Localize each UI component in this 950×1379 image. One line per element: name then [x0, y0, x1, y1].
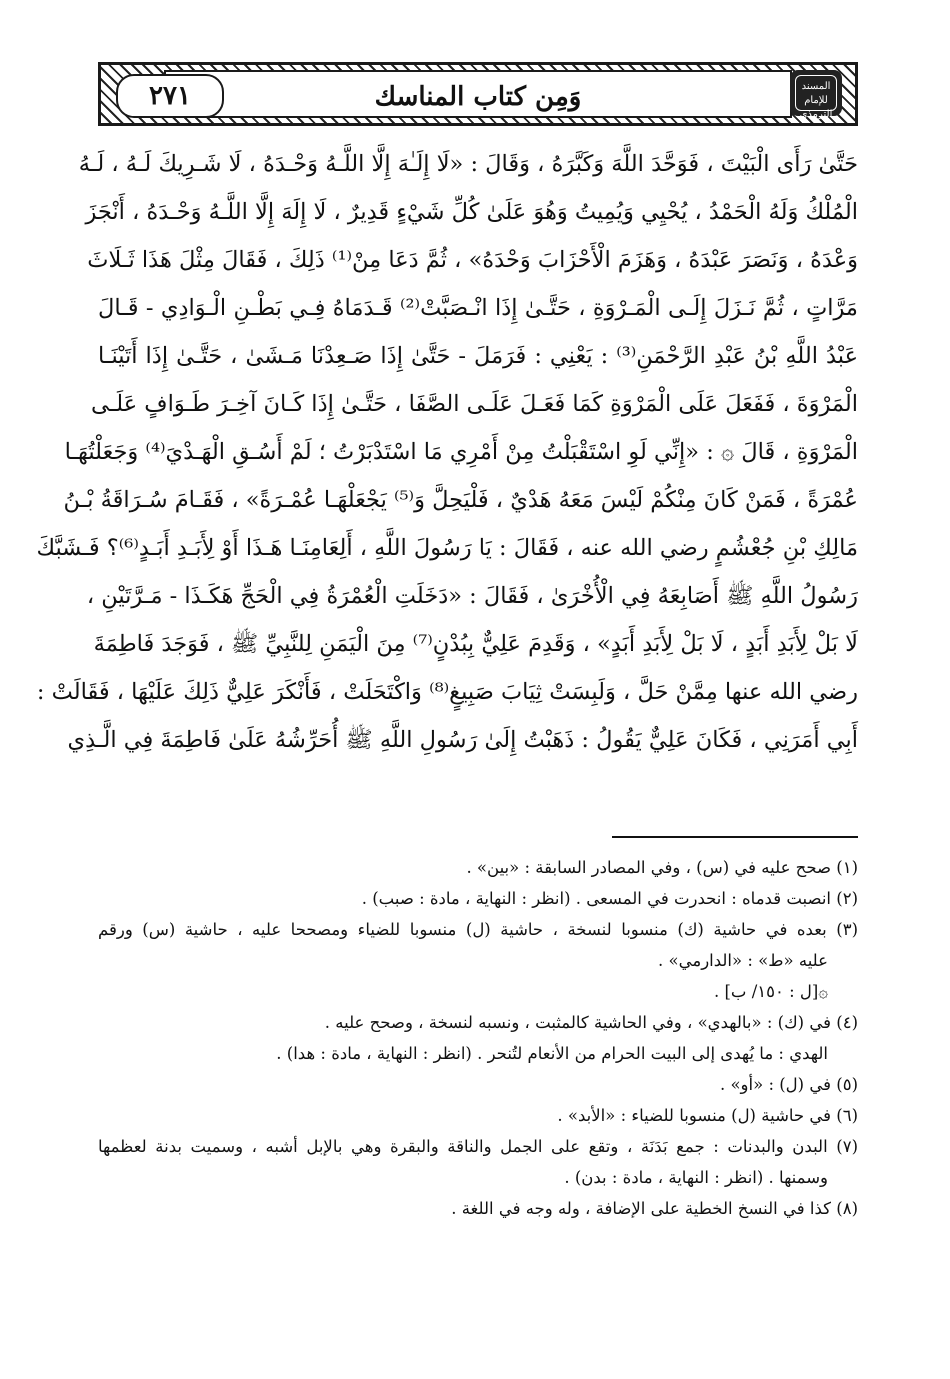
text-line: عُمْرَةً ، فَمَنْ كَانَ مِنْكُمْ لَيْسَ مَعَهُ هَدْيٌ ، فَلْيَحِلَّ وَ⁽⁵⁾ يَجْعَلْهَـا عُمْـرَةً» ، فَقَـامَ سُـرَاقَةُ بْـنُ: [63, 487, 858, 513]
footnote: (٤) في (ك) : «بالهدي» ، وفي الحاشية كالمثبت ، ونسبه لنسخة ، وصحح عليه .: [324, 1013, 858, 1032]
footnote-continuation: عليه «ط» : «الدارمي» .: [658, 951, 828, 970]
main-text: [36, 140, 859, 812]
text-line: عَبْدُ اللَّهِ بْنُ عَبْدِ الرَّحْمَنِ⁽³⁾ : يَعْنِي : فَرَمَلَ - حَتَّىٰ إِذَا صَـعِدْنَا مَـشَىٰ ، حَتَّـىٰ إِذَا أَتَيْنَـا: [98, 343, 859, 369]
book-seal-logo: [790, 70, 842, 120]
footnote: (٥) في (ل) : «أو» .: [719, 1075, 858, 1094]
header-title-panel: [164, 70, 792, 118]
text-line: أَبِي أَمَرَنِي ، فَكَانَ عَلِيٌّ يَقُولُ : ذَهَبْتُ إِلَىٰ رَسُولِ اللَّهِ ﷺ أُحَرِّشُهُ عَلَىٰ فَاطِمَةَ فِي الَّـذِي: [67, 727, 858, 753]
text-line: لَا بَلْ لِأَبَدِ أَبَدٍ ، لَا بَلْ لِأَبَدِ أَبَدٍ» ، وَقَدِمَ عَلِيٌّ بِبُدْنٍ⁽⁷⁾ مِنَ الْيَمَنِ لِلنَّبِيِّ ﷺ ، فَوَجَدَ فَاطِمَةَ: [93, 631, 858, 657]
footnote: (٦) في حاشية (ل) منسوبا للضياء : «الأبد» .: [557, 1106, 858, 1125]
manuscript-folio-marker: ۞[ل : ١٥٠/ ب] .: [713, 982, 828, 1001]
footnote-continuation: وسمنها . (انظر : النهاية ، مادة : بدن) .: [564, 1168, 828, 1187]
text-line: مَالِكِ بْنِ جُعْشُمٍ رضي الله عنه ، فَقَالَ : يَا رَسُولَ اللَّهِ ، أَلِعَامِنَـا هَـذَا أَوْ لِأَبَـدِ أَبَـدٍ⁽⁶⁾؟ فَـشَبَّكَ: [36, 535, 858, 561]
page-header: [98, 62, 858, 126]
text-line: الْمَرْوَةِ ، قَالَ ۞ : «إِنِّي لَوِ اسْتَقْبَلْتُ مِنْ أَمْرِي مَا اسْتَدْبَرْتُ ؛ لَمْ أَسُـقِ الْهَـدْيَ⁽⁴⁾ وَجَعَلْتُهَـا: [64, 439, 858, 465]
page-number: ٢٧١: [116, 74, 224, 118]
footnote: (٧) البدن والبدنات : جمع بَدَنَة ، وتقع على الجمل والناقة والبقرة وهي بالإبل أشبه ، وسميت بدنة لعظمها: [98, 1137, 858, 1156]
footnote: (٣) بعده في حاشية (ك) منسوبا لنسخة ، حاشية (ل) منسوبا للضياء ومصححا عليه ، حاشية (س) ورقم: [98, 920, 858, 939]
text-line: وَعْدَهُ ، وَنَصَرَ عَبْدَهُ ، وَهَزَمَ الْأَحْزَابَ وَحْدَهُ» ، ثُمَّ دَعَا مِنْ⁽¹⁾ ذَلِكَ ، فَقَالَ مِثْلَ هَذَا ثَـلَاثَ: [87, 247, 858, 273]
chapter-title: وَمِن كتاب المناسك: [374, 82, 582, 112]
footnote: (٢) انصبت قدماه : انحدرت في المسعى . (انظر : النهاية ، مادة : صبب) .: [361, 889, 858, 908]
footnote: (٨) كذا في النسخ الخطية على الإضافة ، وله وجه في اللغة .: [451, 1199, 858, 1218]
text-line: رضي الله عنها مِمَّنْ حَلَّ ، وَلَبِسَتْ ثِيَابَ صَبِيغٍ⁽⁸⁾ وَاكْتَحَلَتْ ، فَأَنْكَرَ عَلِيٌّ ذَلِكَ عَلَيْهَا ، فَقَالَتْ :: [36, 679, 858, 705]
text-line: الْمُلْكُ وَلَهُ الْحَمْدُ ، يُحْيِي وَيُمِيتُ وَهُوَ عَلَىٰ كُلِّ شَيْءٍ قَدِيرٌ ، لَا إِلَهَ إِلَّا اللَّـهُ وَحْـدَهُ ، أَنْجَزَ: [85, 199, 858, 225]
text-line: الْمَرْوَةَ ، فَفَعَلَ عَلَى الْمَرْوَةِ كَمَا فَعَـلَ عَلَـى الصَّفَا ، حَتَّـىٰ إِذَا كَـانَ آخِـرَ طَـوَافٍ عَلَـى: [90, 391, 858, 417]
text-line: حَتَّىٰ رَأَى الْبَيْتَ ، فَوَحَّدَ اللَّهَ وَكَبَّرَهُ ، وَقَالَ : «لَا إِلَـٰهَ إِلَّا اللَّـهُ وَحْـدَهُ ، لَا شَـرِيكَ لَـهُ ، لَـهُ: [78, 151, 858, 177]
text-line: مَرَّاتٍ ، ثُمَّ نَـزَلَ إِلَـى الْمَـرْوَةِ ، حَتَّـىٰ إِذَا انْـصَبَّتْ⁽²⁾ قَـدَمَاهُ فِـي بَطْـنِ الْـوَادِي - قَـالَ: [98, 295, 858, 321]
footnote-continuation: الهدي : ما يُهدى إلى البيت الحرام من الأنعام لتُنحر . (انظر : النهاية ، مادة : هدا) .: [276, 1044, 828, 1063]
footnote-separator: [612, 836, 858, 838]
text-line: [98, 764, 858, 812]
footnote: (١) صحح عليه في (س) ، وفي المصادر السابقة : «بين» .: [466, 858, 858, 877]
footnotes: [98, 852, 858, 1224]
text-line: رَسُولُ اللَّهِ ﷺ أَصَابِعَهُ فِي الْأُخْرَىٰ ، فَقَالَ : «دَخَلَتِ الْعُمْرَةُ فِي الْحَجِّ هَكَـذَا - مَـرَّتَيْنِ ،: [86, 583, 858, 609]
seal-text: المسند للإمام الترمذي: [795, 75, 837, 111]
